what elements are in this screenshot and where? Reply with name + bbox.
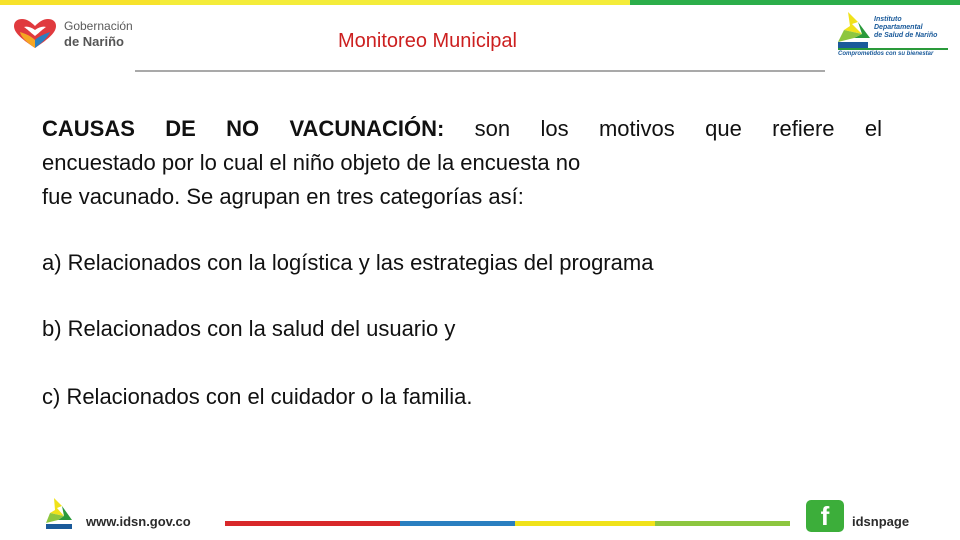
footer-website-link[interactable]: www.idsn.gov.co xyxy=(86,514,191,529)
definition-paragraph xyxy=(42,112,882,214)
page-title: Monitoreo Municipal xyxy=(338,30,517,52)
ids-line2: Departamental xyxy=(874,24,923,31)
list-item-b: b) Relacionados con la salud del usuario y xyxy=(42,316,456,341)
definition-line-3: fue vacunado. Se agrupan en tres categorías así: xyxy=(42,184,524,209)
definition-term: CAUSAS DE NO VACUNACIÓN: xyxy=(42,116,445,141)
gobernacion-logo xyxy=(12,18,133,50)
gob-logo-line1: Gobernación xyxy=(64,19,133,33)
ids-line1: Instituto xyxy=(874,16,902,23)
ids-logo-text xyxy=(874,16,937,40)
definition-line-1 xyxy=(42,112,882,146)
ids-logo-underline xyxy=(838,48,948,50)
top-bar-green xyxy=(630,0,960,5)
footer-bar-red xyxy=(225,521,400,526)
header-divider xyxy=(135,70,825,72)
top-color-bar xyxy=(0,0,960,5)
footer-bar-yellow xyxy=(515,521,655,526)
top-bar-yellow-left xyxy=(0,0,160,5)
footer-bar-green xyxy=(655,521,790,526)
top-bar-yellow xyxy=(160,0,630,5)
heart-logo-icon xyxy=(12,18,58,50)
definition-line-2: encuestado por lo cual el niño objeto de la encuesta no xyxy=(42,150,581,175)
definition-text-1: son los motivos que refiere el xyxy=(444,116,882,141)
ids-tagline: Comprometidos con su bienestar xyxy=(838,51,934,57)
ids-line3: de Salud de Nariño xyxy=(874,32,938,39)
list-item-a: a) Relacionados con la logística y las estrategias del programa xyxy=(42,250,654,275)
gob-logo-line2: de Nariño xyxy=(64,34,124,49)
list-item-c: c) Relacionados con el cuidador o la familia. xyxy=(42,384,473,409)
facebook-handle[interactable]: idsnpage xyxy=(852,514,910,529)
footer-bar-blue xyxy=(400,521,515,526)
ids-small-logo-icon xyxy=(44,496,80,532)
facebook-icon[interactable]: f xyxy=(806,500,844,532)
